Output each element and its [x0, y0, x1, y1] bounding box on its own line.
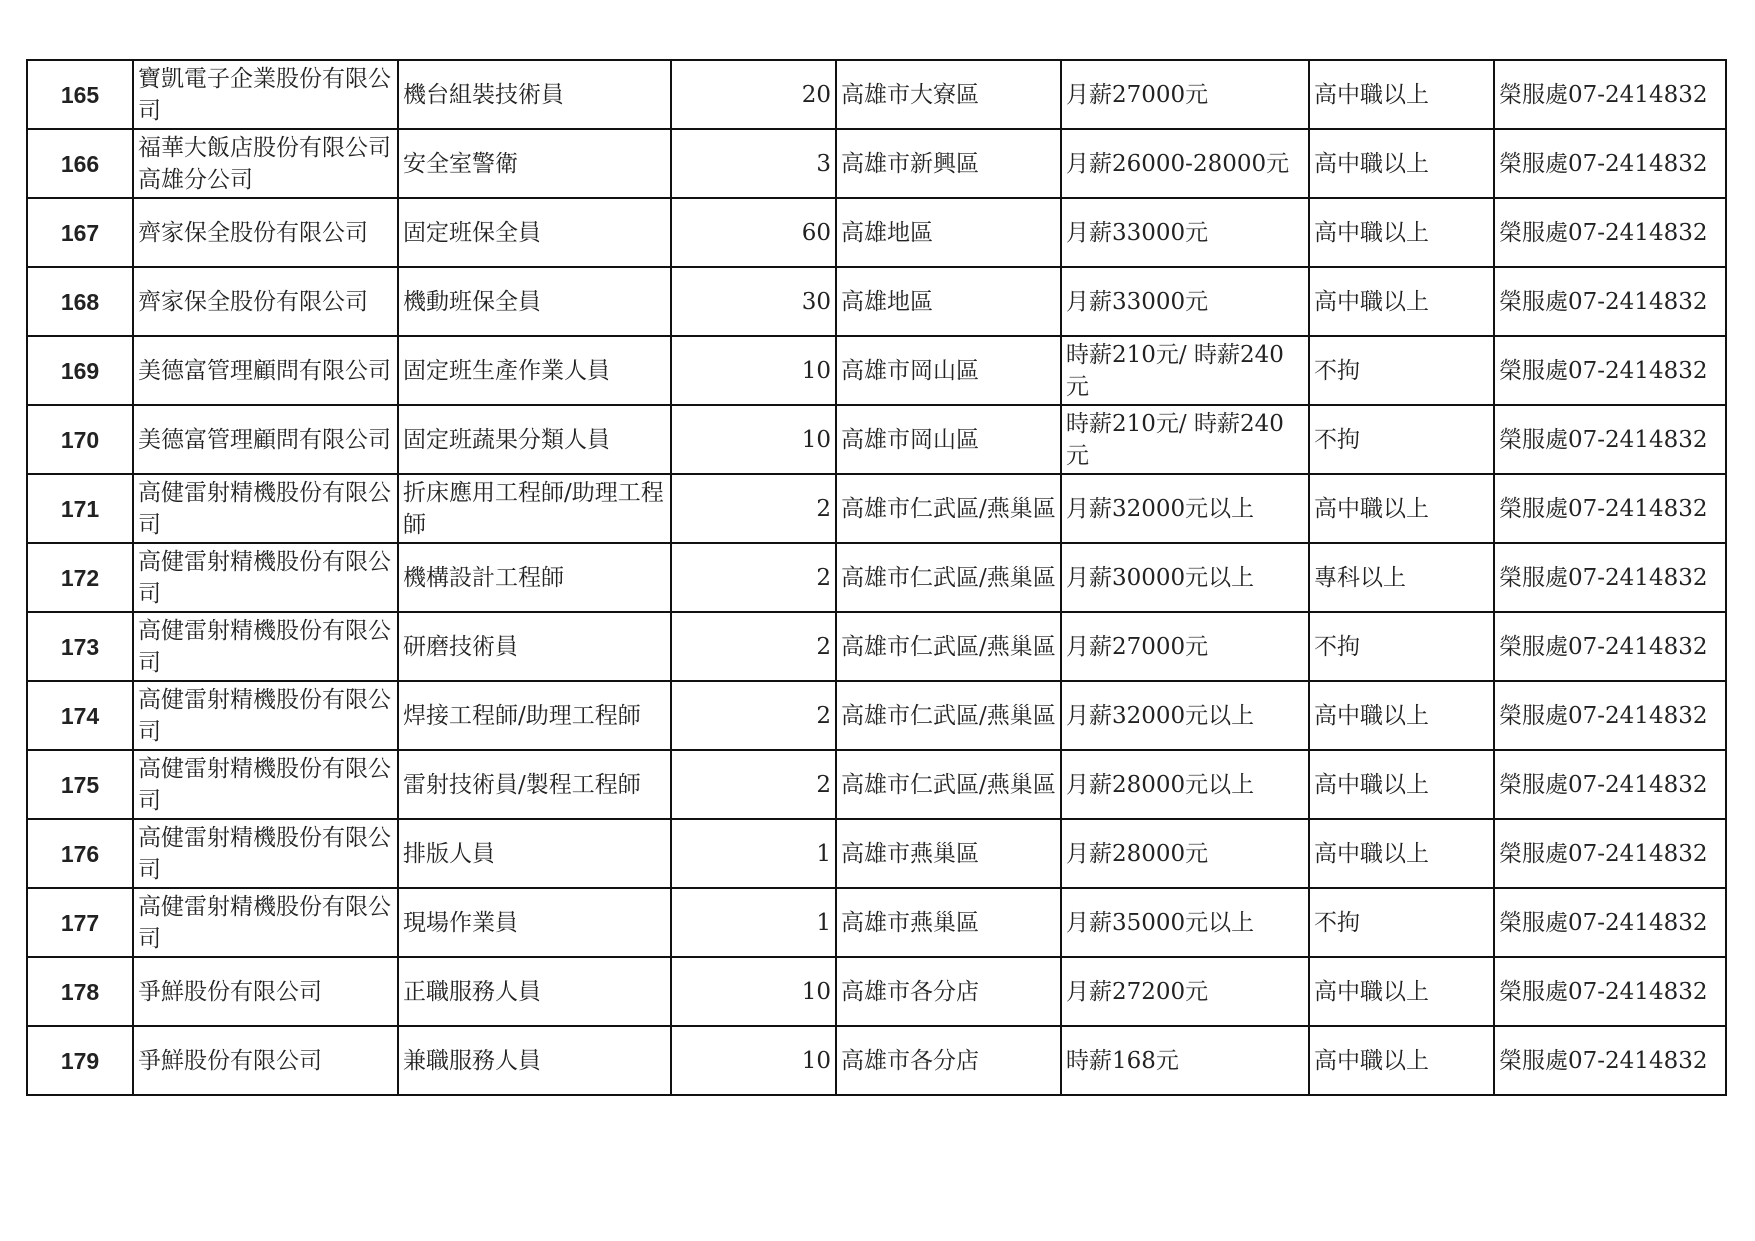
row-number-cell: 171 — [27, 474, 133, 543]
salary-cell: 月薪32000元以上 — [1061, 681, 1309, 750]
row-number-cell: 168 — [27, 267, 133, 336]
row-number-cell: 179 — [27, 1026, 133, 1095]
job-listing-table — [26, 59, 1727, 1096]
table-row — [27, 681, 1726, 750]
salary-cell: 月薪28000元 — [1061, 819, 1309, 888]
table-row — [27, 129, 1726, 198]
company-name-cell: 福華大飯店股份有限公司高雄分公司 — [133, 129, 398, 198]
job-title-cell: 機動班保全員 — [398, 267, 671, 336]
salary-cell: 月薪28000元以上 — [1061, 750, 1309, 819]
salary-cell: 時薪168元 — [1061, 1026, 1309, 1095]
salary-cell: 月薪35000元以上 — [1061, 888, 1309, 957]
contact-cell: 榮服處07-2414832 — [1494, 1026, 1726, 1095]
contact-cell: 榮服處07-2414832 — [1494, 543, 1726, 612]
salary-cell: 時薪210元/ 時薪240元 — [1061, 336, 1309, 405]
company-name-cell: 高健雷射精機股份有限公司 — [133, 474, 398, 543]
table-row — [27, 405, 1726, 474]
education-requirement-cell: 不拘 — [1309, 336, 1494, 405]
headcount-cell: 1 — [671, 819, 836, 888]
job-title-cell: 現場作業員 — [398, 888, 671, 957]
contact-cell: 榮服處07-2414832 — [1494, 750, 1726, 819]
headcount-cell: 10 — [671, 1026, 836, 1095]
contact-cell: 榮服處07-2414832 — [1494, 267, 1726, 336]
education-requirement-cell: 高中職以上 — [1309, 1026, 1494, 1095]
row-number-cell: 178 — [27, 957, 133, 1026]
work-location-cell: 高雄市燕巢區 — [836, 819, 1061, 888]
job-title-cell: 焊接工程師/助理工程師 — [398, 681, 671, 750]
education-requirement-cell: 高中職以上 — [1309, 198, 1494, 267]
company-name-cell: 寶凱電子企業股份有限公司 — [133, 60, 398, 129]
headcount-cell: 2 — [671, 543, 836, 612]
work-location-cell: 高雄市各分店 — [836, 1026, 1061, 1095]
company-name-cell: 爭鮮股份有限公司 — [133, 957, 398, 1026]
row-number-cell: 169 — [27, 336, 133, 405]
job-title-cell: 折床應用工程師/助理工程師 — [398, 474, 671, 543]
contact-cell: 榮服處07-2414832 — [1494, 129, 1726, 198]
table-row — [27, 198, 1726, 267]
work-location-cell: 高雄市岡山區 — [836, 336, 1061, 405]
company-name-cell: 高健雷射精機股份有限公司 — [133, 819, 398, 888]
education-requirement-cell: 不拘 — [1309, 405, 1494, 474]
company-name-cell: 高健雷射精機股份有限公司 — [133, 543, 398, 612]
contact-cell: 榮服處07-2414832 — [1494, 612, 1726, 681]
table-row — [27, 1026, 1726, 1095]
headcount-cell: 60 — [671, 198, 836, 267]
contact-cell: 榮服處07-2414832 — [1494, 681, 1726, 750]
row-number-cell: 167 — [27, 198, 133, 267]
salary-cell: 月薪27000元 — [1061, 60, 1309, 129]
contact-cell: 榮服處07-2414832 — [1494, 198, 1726, 267]
headcount-cell: 30 — [671, 267, 836, 336]
company-name-cell: 高健雷射精機股份有限公司 — [133, 681, 398, 750]
salary-cell: 月薪32000元以上 — [1061, 474, 1309, 543]
company-name-cell: 齊家保全股份有限公司 — [133, 198, 398, 267]
work-location-cell: 高雄市仁武區/燕巢區 — [836, 681, 1061, 750]
headcount-cell: 2 — [671, 474, 836, 543]
job-title-cell: 安全室警衛 — [398, 129, 671, 198]
work-location-cell: 高雄市仁武區/燕巢區 — [836, 474, 1061, 543]
headcount-cell: 2 — [671, 612, 836, 681]
headcount-cell: 2 — [671, 681, 836, 750]
table-row — [27, 888, 1726, 957]
work-location-cell: 高雄市仁武區/燕巢區 — [836, 750, 1061, 819]
salary-cell: 月薪33000元 — [1061, 267, 1309, 336]
job-title-cell: 兼職服務人員 — [398, 1026, 671, 1095]
company-name-cell: 齊家保全股份有限公司 — [133, 267, 398, 336]
row-number-cell: 172 — [27, 543, 133, 612]
row-number-cell: 177 — [27, 888, 133, 957]
headcount-cell: 2 — [671, 750, 836, 819]
education-requirement-cell: 高中職以上 — [1309, 129, 1494, 198]
work-location-cell: 高雄市仁武區/燕巢區 — [836, 543, 1061, 612]
work-location-cell: 高雄地區 — [836, 198, 1061, 267]
education-requirement-cell: 不拘 — [1309, 888, 1494, 957]
contact-cell: 榮服處07-2414832 — [1494, 405, 1726, 474]
contact-cell: 榮服處07-2414832 — [1494, 888, 1726, 957]
job-title-cell: 研磨技術員 — [398, 612, 671, 681]
education-requirement-cell: 高中職以上 — [1309, 750, 1494, 819]
education-requirement-cell: 高中職以上 — [1309, 819, 1494, 888]
table-row — [27, 612, 1726, 681]
education-requirement-cell: 高中職以上 — [1309, 681, 1494, 750]
row-number-cell: 170 — [27, 405, 133, 474]
table-row — [27, 819, 1726, 888]
row-number-cell: 176 — [27, 819, 133, 888]
work-location-cell: 高雄市燕巢區 — [836, 888, 1061, 957]
headcount-cell: 10 — [671, 957, 836, 1026]
job-title-cell: 機構設計工程師 — [398, 543, 671, 612]
company-name-cell: 爭鮮股份有限公司 — [133, 1026, 398, 1095]
salary-cell: 月薪33000元 — [1061, 198, 1309, 267]
headcount-cell: 10 — [671, 336, 836, 405]
company-name-cell: 美德富管理顧問有限公司 — [133, 336, 398, 405]
salary-cell: 時薪210元/ 時薪240元 — [1061, 405, 1309, 474]
headcount-cell: 3 — [671, 129, 836, 198]
company-name-cell: 高健雷射精機股份有限公司 — [133, 888, 398, 957]
education-requirement-cell: 高中職以上 — [1309, 957, 1494, 1026]
table-row — [27, 543, 1726, 612]
job-title-cell: 雷射技術員/製程工程師 — [398, 750, 671, 819]
job-title-cell: 正職服務人員 — [398, 957, 671, 1026]
work-location-cell: 高雄市仁武區/燕巢區 — [836, 612, 1061, 681]
table-row — [27, 60, 1726, 129]
work-location-cell: 高雄市大寮區 — [836, 60, 1061, 129]
job-title-cell: 固定班蔬果分類人員 — [398, 405, 671, 474]
job-title-cell: 機台組裝技術員 — [398, 60, 671, 129]
job-title-cell: 固定班生產作業人員 — [398, 336, 671, 405]
contact-cell: 榮服處07-2414832 — [1494, 474, 1726, 543]
salary-cell: 月薪26000-28000元 — [1061, 129, 1309, 198]
education-requirement-cell: 不拘 — [1309, 612, 1494, 681]
table-row — [27, 957, 1726, 1026]
salary-cell: 月薪27000元 — [1061, 612, 1309, 681]
work-location-cell: 高雄市岡山區 — [836, 405, 1061, 474]
education-requirement-cell: 高中職以上 — [1309, 474, 1494, 543]
contact-cell: 榮服處07-2414832 — [1494, 336, 1726, 405]
job-title-cell: 固定班保全員 — [398, 198, 671, 267]
education-requirement-cell: 專科以上 — [1309, 543, 1494, 612]
contact-cell: 榮服處07-2414832 — [1494, 60, 1726, 129]
row-number-cell: 174 — [27, 681, 133, 750]
education-requirement-cell: 高中職以上 — [1309, 267, 1494, 336]
row-number-cell: 166 — [27, 129, 133, 198]
row-number-cell: 175 — [27, 750, 133, 819]
job-title-cell: 排版人員 — [398, 819, 671, 888]
headcount-cell: 1 — [671, 888, 836, 957]
contact-cell: 榮服處07-2414832 — [1494, 957, 1726, 1026]
row-number-cell: 173 — [27, 612, 133, 681]
salary-cell: 月薪27200元 — [1061, 957, 1309, 1026]
table-body — [27, 60, 1726, 1095]
company-name-cell: 美德富管理顧問有限公司 — [133, 405, 398, 474]
company-name-cell: 高健雷射精機股份有限公司 — [133, 612, 398, 681]
headcount-cell: 20 — [671, 60, 836, 129]
row-number-cell: 165 — [27, 60, 133, 129]
education-requirement-cell: 高中職以上 — [1309, 60, 1494, 129]
headcount-cell: 10 — [671, 405, 836, 474]
work-location-cell: 高雄市新興區 — [836, 129, 1061, 198]
table-row — [27, 336, 1726, 405]
table-row — [27, 474, 1726, 543]
work-location-cell: 高雄地區 — [836, 267, 1061, 336]
salary-cell: 月薪30000元以上 — [1061, 543, 1309, 612]
table-row — [27, 750, 1726, 819]
table-row — [27, 267, 1726, 336]
work-location-cell: 高雄市各分店 — [836, 957, 1061, 1026]
company-name-cell: 高健雷射精機股份有限公司 — [133, 750, 398, 819]
contact-cell: 榮服處07-2414832 — [1494, 819, 1726, 888]
